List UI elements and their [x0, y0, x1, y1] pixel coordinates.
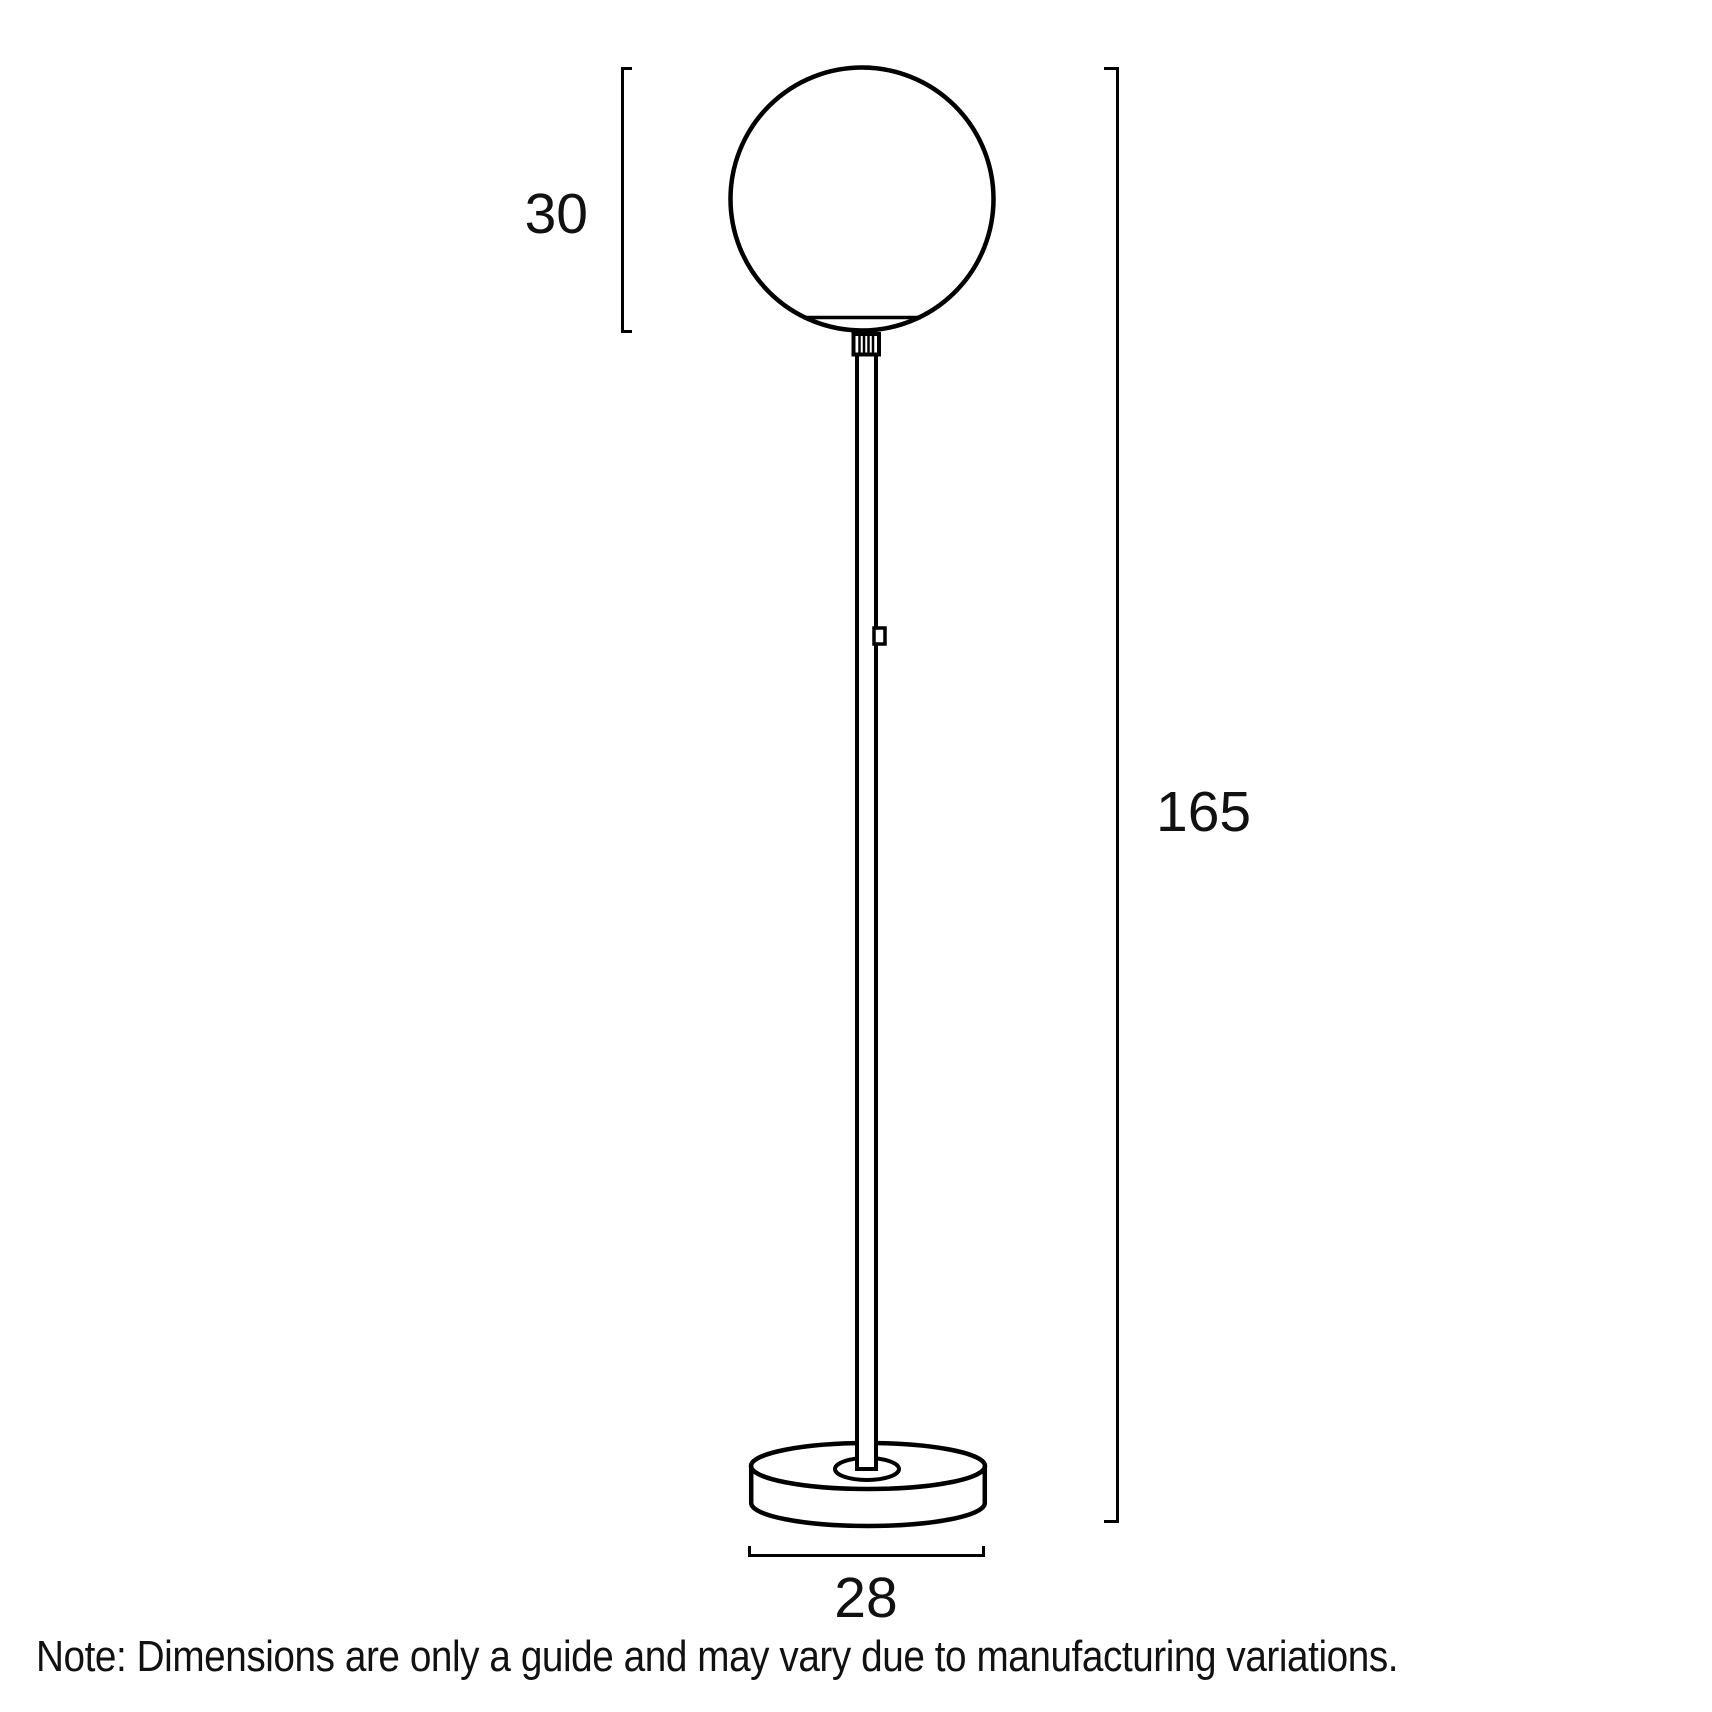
total-height-value: 165	[1156, 780, 1252, 844]
stem-switch	[874, 628, 885, 644]
neck-collar	[854, 334, 880, 355]
disclaimer-note: Note: Dimensions are only a guide and may vary due to manufacturing variations.	[36, 1632, 1399, 1681]
base-width-value: 28	[834, 1566, 898, 1630]
globe-shade-outline	[731, 68, 994, 331]
base-bottom-arc	[751, 1503, 985, 1526]
shade-height-dimension-line	[623, 69, 633, 332]
lamp-stem	[857, 353, 876, 1469]
neck-collar-body	[854, 334, 880, 355]
base-width-dimension-line	[750, 1546, 984, 1556]
total-height-dimension-line	[1104, 69, 1118, 1522]
shade-height-value: 30	[524, 182, 588, 246]
